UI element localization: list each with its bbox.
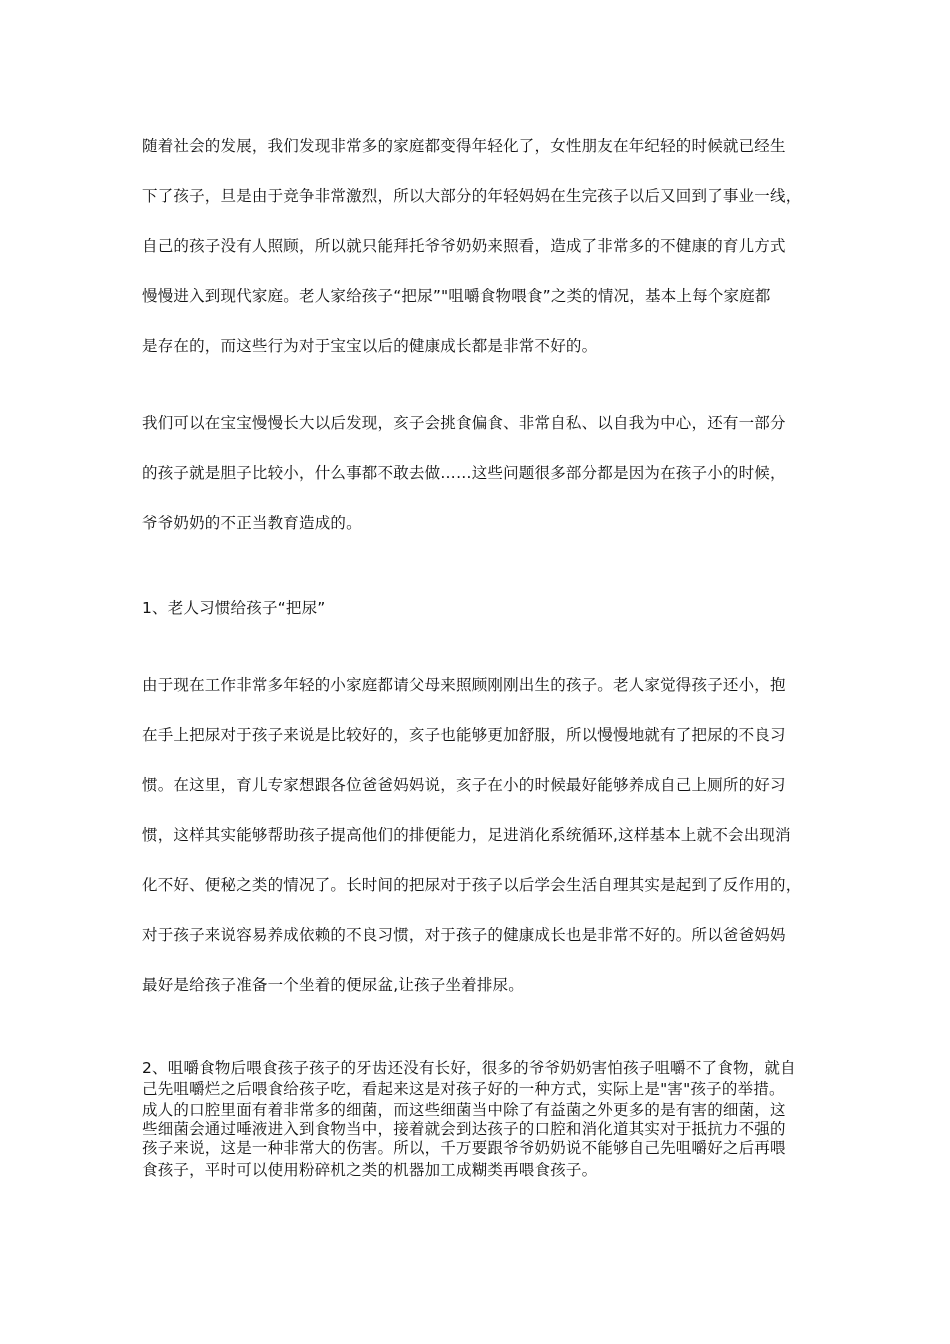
paragraph-3-line-2: 在手上把尿对于孩子来说是比较好的，亥子也能够更加舒服，所以慢慢地就有了把尿的不良习 (142, 726, 786, 744)
paragraph-4-line-1: 2、咀嚼食物后喂食孩子孩子的牙齿还没有长好，很多的爷爷奶奶害怕孩子咀嚼不了食物，就自 (142, 1059, 796, 1077)
paragraph-4-line-5: 孩子来说，这是一种非常大的伤害。所以，千万要跟爷爷奶奶说不能够自己先咀嚼好之后再喂 (142, 1139, 786, 1157)
paragraph-4-line-2: 己先咀嚼烂之后喂食给孩子吃，看起来这是对孩子好的一种方式，实际上是"害"孩子的举措。 (142, 1080, 785, 1098)
paragraph-4-line-6: 食孩子，平时可以使用粉碎机之类的机器加工成糊类再喂食孩子。 (142, 1161, 598, 1179)
paragraph-1-line-5: 是存在的，而这些行为对于宝宝以后的健康成长都是非常不好的。 (142, 337, 598, 355)
paragraph-3-line-3: 惯。在这里，育儿专家想跟各位爸爸妈妈说，亥子在小的时候最好能够养成自己上厕所的好习 (142, 776, 786, 794)
paragraph-3-line-4: 惯，这样其实能够帮助孩子提高他们的排便能力，足进消化系统循环,这样基本上就不会出现消 (142, 826, 791, 844)
paragraph-3-line-6: 对于孩子来说容易养成依赖的不良习惯，对于孩子的健康成长也是非常不好的。所以爸爸妈妈 (142, 926, 786, 944)
paragraph-4-line-4: 些细菌会通过唾液进入到食物当中，接着就会到达孩子的口腔和消化道其实对于抵抗力不强的 (142, 1120, 786, 1138)
paragraph-4-line-3: 成人的口腔里面有着非常多的细菌，而这些细菌当中除了有益菌之外更多的是有害的细菌，这 (142, 1101, 786, 1119)
section-heading-1: 1、老人习惯给孩子“把尿” (142, 599, 326, 617)
paragraph-1-line-3: 自己的孩子没有人照顾，所以就只能拜托爷爷奶奶来照看，造成了非常多的不健康的育儿方式 (142, 237, 786, 255)
paragraph-2-line-2: 的孩子就是胆子比较小，什么事都不敢去做……这些问题很多部分都是因为在孩子小的时候， (142, 464, 786, 482)
paragraph-2-line-3: 爷爷奶奶的不正当教育造成的。 (142, 514, 362, 532)
paragraph-2-line-1: 我们可以在宝宝慢慢长大以后发现，亥子会挑食偏食、非常自私、以自我为中心，还有一部分 (142, 414, 786, 432)
paragraph-1-line-2: 下了孩子，旦是由于竞争非常激烈，所以大部分的年轻妈妈在生完孩子以后又回到了事业一线， (142, 187, 802, 205)
paragraph-1-line-4: 慢慢进入到现代家庭。老人家给孩子“把尿”"咀嚼食物喂食”之类的情况，基本上每个家庭都 (142, 287, 771, 305)
paragraph-1-line-1: 随着社会的发展，我们发现非常多的家庭都变得年轻化了，女性朋友在年纪轻的时候就已经生 (142, 137, 786, 155)
paragraph-3-line-7: 最好是给孩子准备一个坐着的便尿盆,让孩子坐着排尿。 (142, 976, 524, 994)
paragraph-3-line-5: 化不好、便秘之类的情况了。长时间的把尿对于孩子以后学会生活自理其实是起到了反作用的， (142, 876, 802, 894)
paragraph-3-line-1: 由于现在工作非常多年轻的小家庭都请父母来照顾刚刚出生的孩子。老人家觉得孩子还小，抱 (142, 676, 786, 694)
